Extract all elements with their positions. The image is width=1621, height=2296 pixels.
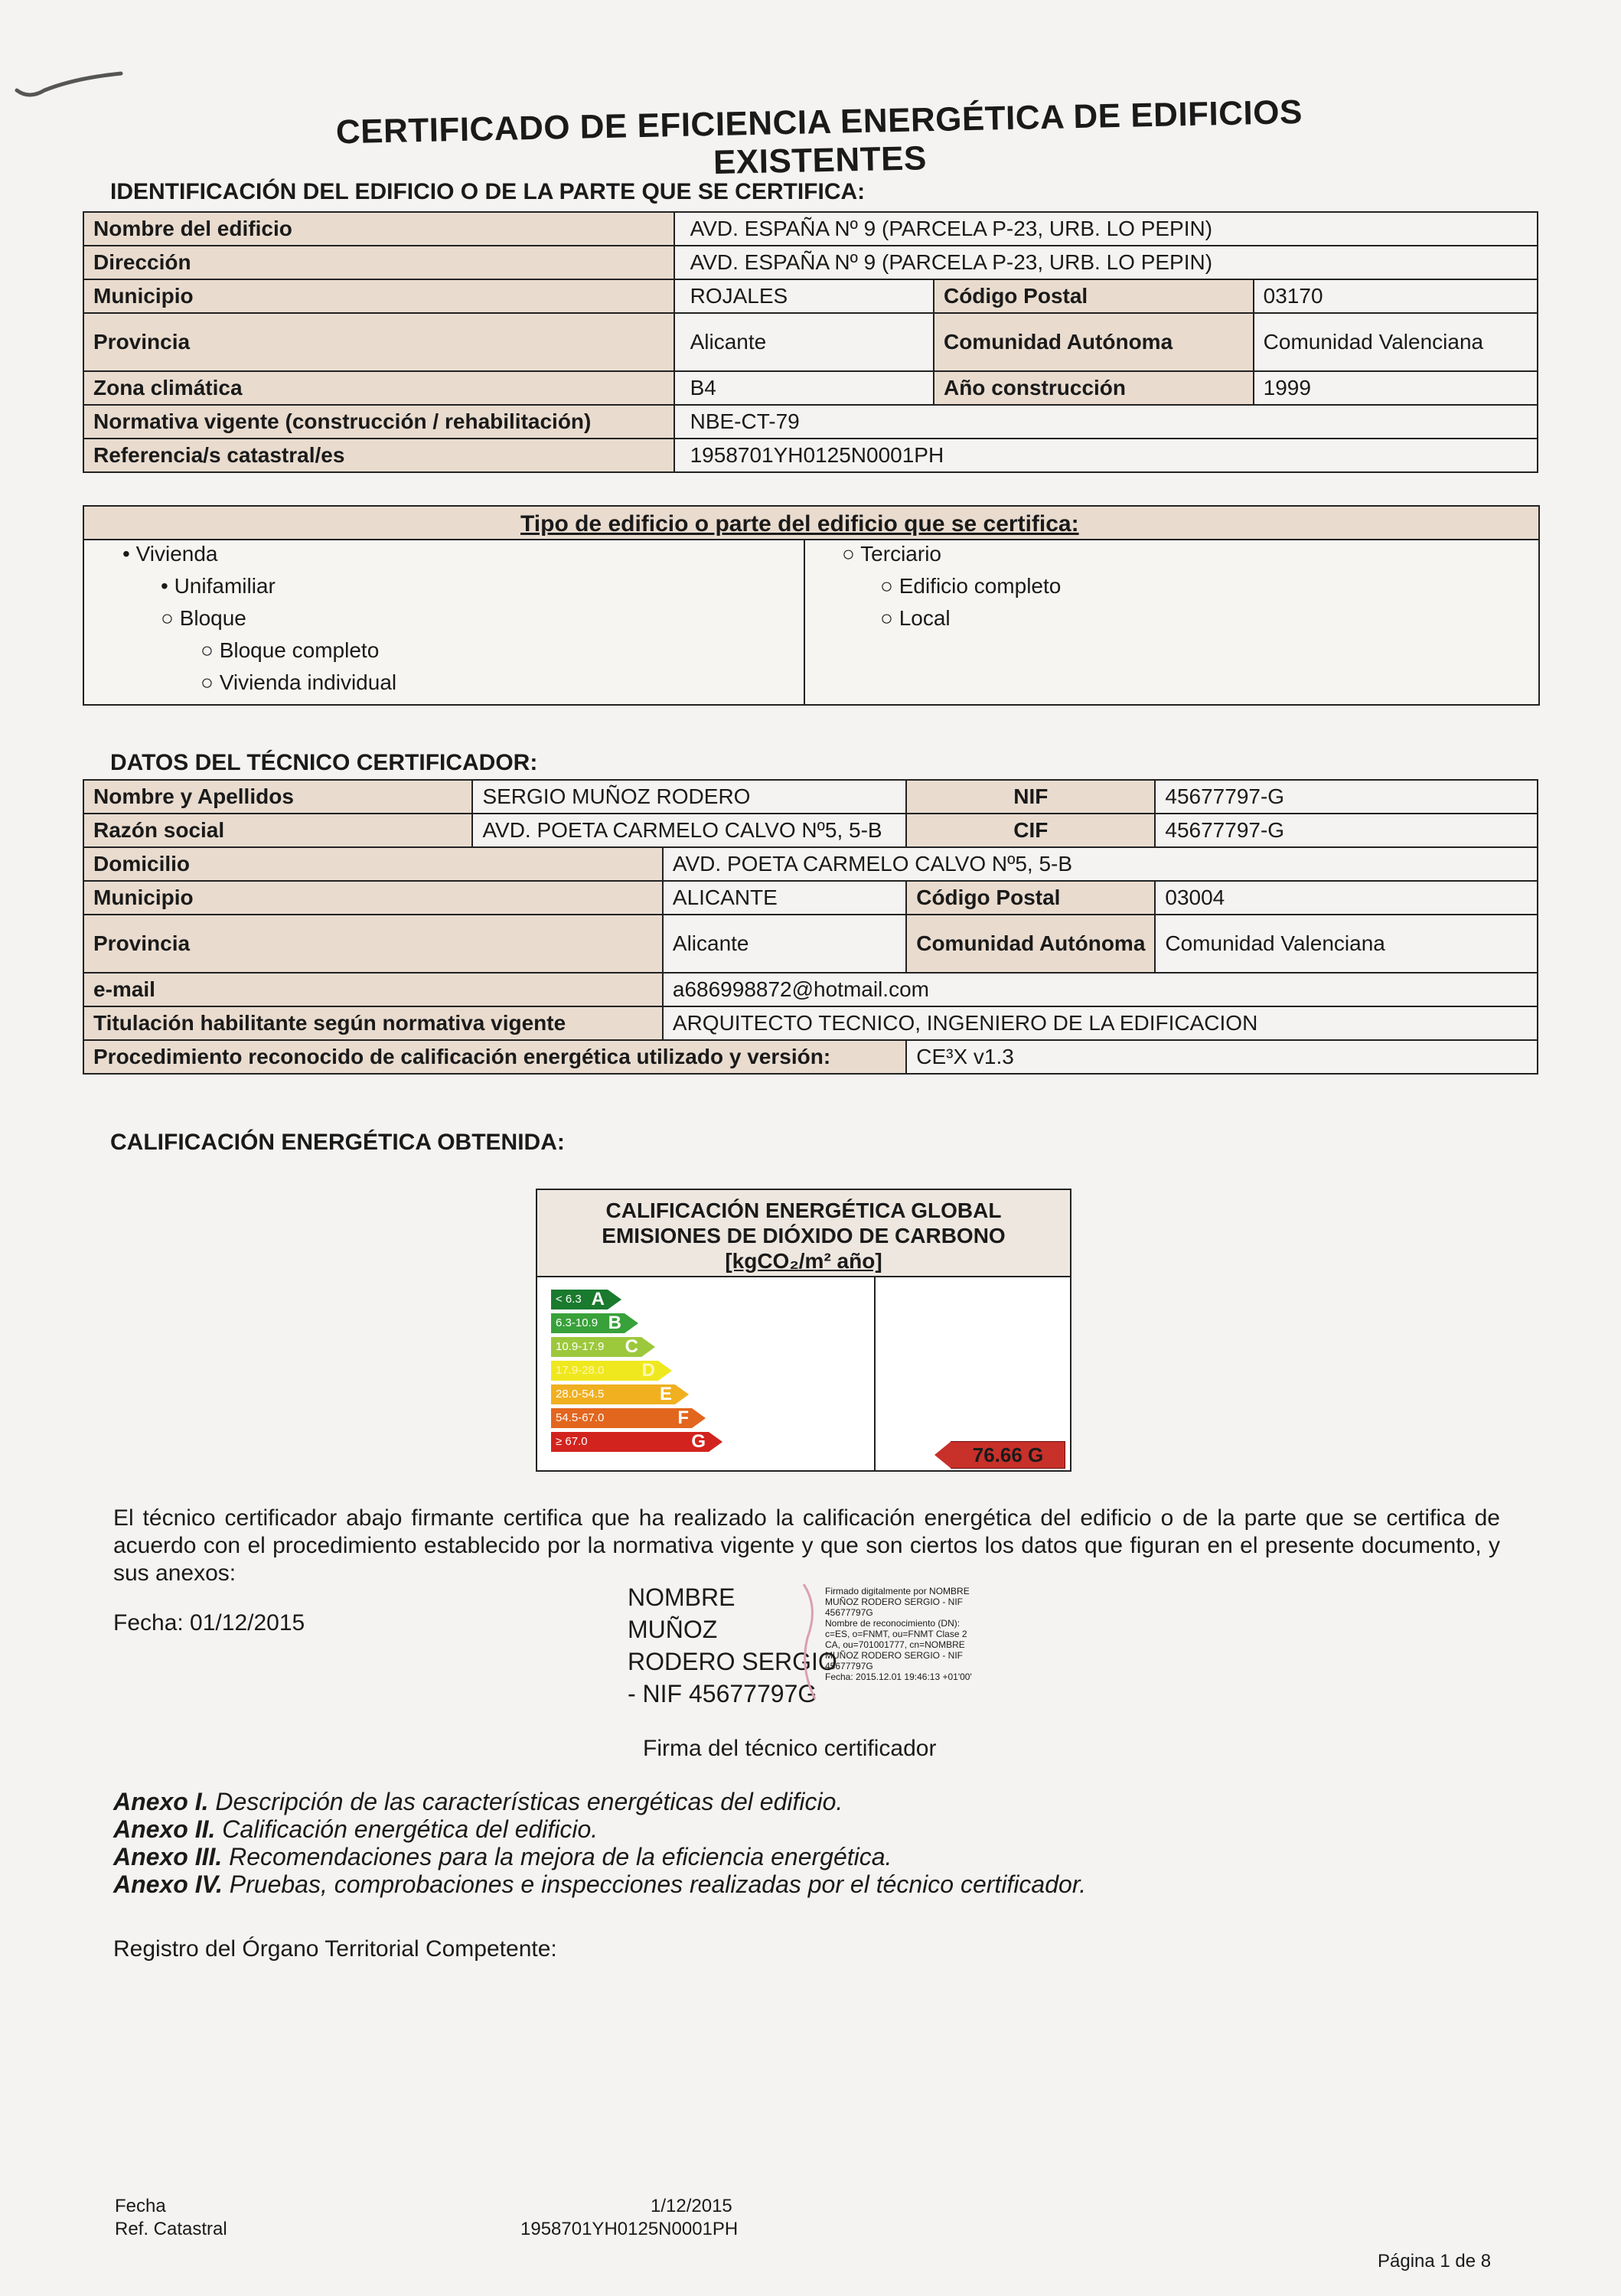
fecha-text: Fecha: 01/12/2015 — [113, 1610, 305, 1636]
signature-name-line4: - NIF 45677797G — [628, 1680, 817, 1707]
rating-divider — [874, 1276, 876, 1470]
signature-name-line2: MUÑOZ — [628, 1616, 718, 1643]
option-bloque: ○ Bloque — [161, 606, 246, 630]
footer-labels — [115, 2195, 227, 2241]
domicilio-label: Domicilio — [83, 847, 663, 881]
scale-letter-g: G — [691, 1431, 706, 1452]
nombre-edificio-label: Nombre del edificio — [83, 212, 674, 246]
scale-letter-c: C — [625, 1336, 638, 1357]
identificacion-table — [83, 211, 1538, 473]
titulacion-label: Titulación habilitante según normativa vigente — [83, 1006, 663, 1040]
annex-4-text: Pruebas, comprobaciones e inspecciones realizadas por el técnico certificador. — [222, 1870, 1087, 1898]
nombre-edificio-value: AVD. ESPAÑA Nº 9 (PARCELA P-23, URB. LO PEPIN) — [674, 212, 1538, 246]
anio-construccion-label: Año construcción — [934, 371, 1254, 405]
scale-range-a: < 6.3 — [556, 1293, 582, 1306]
footer-ref-value: 1958701YH0125N0001PH — [520, 2219, 739, 2239]
digital-line-7: MUÑOZ RODERO SERGIO - NIF — [825, 1650, 963, 1661]
scale-range-c: 10.9-17.9 — [556, 1340, 605, 1353]
nif-label: NIF — [906, 780, 1155, 814]
scale-bar-g — [551, 1432, 709, 1452]
tipo-edificio-box — [83, 505, 1540, 706]
rating-result-arrow — [934, 1441, 951, 1469]
digital-line-1: Firmado digitalmente por NOMBRE — [825, 1586, 970, 1596]
page-number: Página 1 de 8 — [1378, 2251, 1492, 2272]
page-title: CERTIFICADO DE EFICIENCIA ENERGÉTICA DE EDIFICIOS EXISTENTES — [335, 93, 1303, 182]
direccion-label: Dirección — [83, 246, 674, 279]
provincia-value: Alicante — [674, 313, 934, 371]
tecnico-provincia-value: Alicante — [663, 915, 906, 973]
tecnico-comunidad-label: Comunidad Autónoma — [906, 915, 1155, 973]
tecnico-nombre-value: SERGIO MUÑOZ RODERO — [472, 780, 906, 814]
referencia-catastral-label: Referencia/s catastral/es — [83, 439, 674, 472]
scale-letter-e: E — [659, 1384, 672, 1404]
annex-2-text: Calificación energética del edificio. — [215, 1815, 598, 1843]
scale-letter-b: B — [608, 1313, 621, 1333]
identificacion-heading: IDENTIFICACIÓN DEL EDIFICIO O DE LA PARTE QUE SE CERTIFICA: — [110, 179, 866, 204]
referencia-catastral-value: 1958701YH0125N0001PH — [674, 439, 1538, 472]
scale-letter-d: D — [641, 1360, 655, 1381]
scale-letter-f: F — [677, 1407, 689, 1428]
footer-values — [520, 2195, 750, 2241]
digital-signature-block — [825, 1586, 972, 1682]
option-unifamiliar: • Unifamiliar — [161, 574, 276, 598]
digital-line-2: MUÑOZ RODERO SERGIO - NIF — [825, 1596, 963, 1607]
tecnico-nombre-label: Nombre y Apellidos — [83, 780, 472, 814]
annex-3 — [113, 1843, 1491, 1870]
staple-mark — [14, 67, 129, 106]
comunidad-label: Comunidad Autónoma — [934, 313, 1254, 371]
rating-title-line2: EMISIONES DE DIÓXIDO DE CARBONO — [602, 1224, 1006, 1247]
footer-fecha-value: 1/12/2015 — [651, 2196, 732, 2216]
digital-line-6: CA, ou=701001777, cn=NOMBRE — [825, 1639, 965, 1650]
scale-arrow-a — [608, 1290, 621, 1309]
procedimiento-label: Procedimiento reconocido de calificación energética utilizado y versión: — [83, 1040, 906, 1074]
annex-3-label: Anexo III. — [113, 1843, 223, 1870]
digital-line-5: c=ES, o=FNMT, ou=FNMT Clase 2 — [825, 1629, 967, 1639]
signature-name-line1: NOMBRE — [628, 1583, 735, 1611]
tecnico-table — [83, 779, 1538, 1075]
zona-climatica-value: B4 — [674, 371, 934, 405]
tipo-edificio-heading: Tipo de edificio o parte del edificio que se certifica: — [520, 511, 1079, 536]
anio-construccion-value: 1999 — [1254, 371, 1538, 405]
tecnico-cp-label: Código Postal — [906, 881, 1155, 915]
nif-value: 45677797-G — [1155, 780, 1538, 814]
codigo-postal-value: 03170 — [1254, 279, 1538, 313]
comunidad-value: Comunidad Valenciana — [1254, 313, 1538, 371]
tipo-edificio-divider — [804, 539, 805, 704]
email-value: a686998872@hotmail.com — [663, 973, 1538, 1006]
tipo-edificio-header — [84, 507, 1538, 540]
normativa-label: Normativa vigente (construcción / rehabilitación) — [83, 405, 674, 439]
scale-range-f: 54.5-67.0 — [556, 1411, 605, 1424]
cif-value: 45677797-G — [1155, 814, 1538, 847]
option-terciario: ○ Terciario — [842, 542, 941, 566]
scale-arrow-b — [625, 1313, 638, 1333]
digital-line-3: 45677797G — [825, 1607, 873, 1618]
titulacion-value: ARQUITECTO TECNICO, INGENIERO DE LA EDIFICACION — [663, 1006, 1538, 1040]
email-label: e-mail — [83, 973, 663, 1006]
scale-arrow-c — [641, 1337, 655, 1357]
normativa-value: NBE-CT-79 — [674, 405, 1538, 439]
annex-1-text: Descripción de las características energéticas del edificio. — [208, 1788, 843, 1815]
annex-2 — [113, 1815, 1491, 1843]
scale-bar-e — [551, 1384, 675, 1404]
rating-result-value: 76.66 G — [972, 1443, 1044, 1466]
scale-bar-a — [551, 1290, 608, 1309]
annex-3-text: Recomendaciones para la mejora de la eficiencia energética. — [222, 1843, 892, 1870]
annex-list — [113, 1788, 1491, 1898]
signature-caption: Firma del técnico certificador — [643, 1736, 937, 1761]
scale-range-e: 28.0-54.5 — [556, 1388, 605, 1401]
tecnico-provincia-label: Provincia — [83, 915, 663, 973]
scale-bar-d — [551, 1361, 658, 1381]
scale-letter-a: A — [591, 1289, 605, 1309]
option-bloque-completo: ○ Bloque completo — [201, 638, 380, 662]
footer-fecha-label: Fecha — [115, 2196, 166, 2216]
scale-arrow-f — [692, 1408, 706, 1428]
tecnico-municipio-label: Municipio — [83, 881, 663, 915]
scale-arrow-g — [709, 1432, 722, 1452]
rating-unit: [kgCO₂/m² año] — [725, 1249, 882, 1273]
option-edificio-completo: ○ Edificio completo — [880, 574, 1062, 598]
option-local: ○ Local — [880, 606, 951, 630]
cif-label: CIF — [906, 814, 1155, 847]
declaration-text: El técnico certificador abajo firmante certifica que ha realizado la calificación energética del edificio o de la parte que se certifica de acuerdo con el procedimiento establecido por la normativa vigente y que son ciertos los datos que figuran en el presente documento, y sus anexos: — [113, 1505, 1500, 1586]
municipio-value: ROJALES — [674, 279, 934, 313]
annex-1 — [113, 1788, 1491, 1815]
scale-bar-f — [551, 1408, 692, 1428]
calificacion-heading: CALIFICACIÓN ENERGÉTICA OBTENIDA: — [110, 1130, 565, 1155]
scale-arrow-d — [658, 1361, 672, 1381]
provincia-label: Provincia — [83, 313, 674, 371]
razon-social-label: Razón social — [83, 814, 472, 847]
digital-line-4: Nombre de reconocimiento (DN): — [825, 1618, 961, 1629]
rating-header — [537, 1190, 1070, 1277]
rating-box — [536, 1189, 1071, 1472]
municipio-label: Municipio — [83, 279, 674, 313]
scale-range-b: 6.3-10.9 — [556, 1316, 598, 1329]
scale-arrow-e — [675, 1384, 689, 1404]
option-vivienda: • Vivienda — [122, 542, 218, 566]
annex-1-label: Anexo I. — [113, 1788, 209, 1815]
scale-bar-c — [551, 1337, 641, 1357]
rating-title-line1: CALIFICACIÓN ENERGÉTICA GLOBAL — [605, 1199, 1002, 1222]
procedimiento-value: CE³X v1.3 — [906, 1040, 1538, 1074]
direccion-value: AVD. ESPAÑA Nº 9 (PARCELA P-23, URB. LO PEPIN) — [674, 246, 1538, 279]
digital-line-9: Fecha: 2015.12.01 19:46:13 +01'00' — [825, 1671, 972, 1682]
scale-range-d: 17.9-28.0 — [556, 1364, 605, 1377]
zona-climatica-label: Zona climática — [83, 371, 674, 405]
domicilio-value: AVD. POETA CARMELO CALVO Nº5, 5-B — [663, 847, 1538, 881]
signature-name-line3: RODERO SERGIO — [628, 1648, 837, 1675]
tecnico-municipio-value: ALICANTE — [663, 881, 906, 915]
footer-ref-label: Ref. Catastral — [115, 2219, 227, 2239]
digital-line-8: 45677797G — [825, 1661, 873, 1671]
tecnico-cp-value: 03004 — [1155, 881, 1538, 915]
razon-social-value: AVD. POETA CARMELO CALVO Nº5, 5-B — [472, 814, 906, 847]
tecnico-heading: DATOS DEL TÉCNICO CERTIFICADOR: — [110, 750, 538, 775]
option-vivienda-individual: ○ Vivienda individual — [201, 670, 397, 694]
annex-4 — [113, 1870, 1491, 1898]
rating-result — [951, 1441, 1065, 1469]
scale-bar-b — [551, 1313, 625, 1333]
scale-range-g: ≥ 67.0 — [556, 1435, 588, 1448]
registro-text: Registro del Órgano Territorial Competente: — [113, 1936, 557, 1962]
codigo-postal-label: Código Postal — [934, 279, 1254, 313]
annex-2-label: Anexo II. — [113, 1815, 216, 1843]
tecnico-comunidad-value: Comunidad Valenciana — [1155, 915, 1538, 973]
annex-4-label: Anexo IV. — [113, 1870, 223, 1898]
